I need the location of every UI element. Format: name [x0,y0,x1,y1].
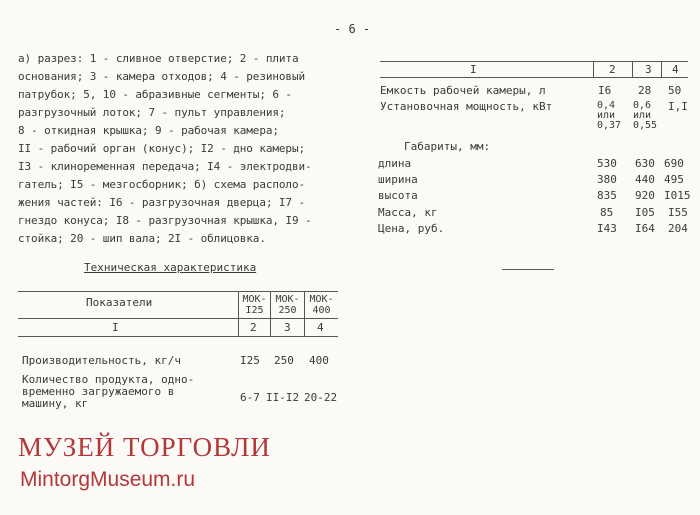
row-label: Установочная мощность, кВт [380,100,553,113]
column-number: 4 [317,321,324,334]
row-value: I25 [240,354,260,367]
row-label: Цена, руб. [378,222,445,235]
row-value: 0,4 или 0,37 [597,100,622,131]
table-rule [18,336,338,337]
row-value: I6 [598,84,612,97]
legend-line: а) разрез: 1 - сливное отверстие; 2 - плита [18,52,299,65]
row-value: 440 [635,173,655,186]
row-value: 920 [635,189,655,202]
row-value: 85 [600,206,614,219]
table-rule [380,77,688,78]
row-value: I015 [664,189,691,202]
column-number: 3 [645,63,652,76]
row-value: I55 [668,206,688,219]
row-label: Масса, кг [378,206,438,219]
table-rule [593,61,594,77]
row-label: машину, кг [22,397,89,410]
model-header: МОК- I25 [242,294,267,316]
model-header: МОК- 250 [275,294,300,316]
row-value: 380 [597,173,617,186]
legend-line: жения частей: I6 - разгрузочная дверца; I7 - [18,196,305,209]
row-label: ширина [378,173,418,186]
column-header-indicators: Показатели [86,296,153,309]
legend-line: основания; 3 - камера отходов; 4 - резиновый [18,70,305,83]
row-label: Емкость рабочей камеры, л [380,84,546,97]
legend-line: стойка; 20 - шип вала; 2I - облицовка. [18,232,266,245]
column-number: I [112,321,119,334]
row-label: длина [378,157,412,170]
page-number: - 6 - [334,22,371,36]
table-rule [661,61,662,77]
table-rule [632,61,633,77]
row-value: 250 [274,354,294,367]
table-rule [18,318,338,319]
row-value: I05 [635,206,655,219]
row-value: 530 [597,157,617,170]
table-rule [380,61,688,62]
row-value: I64 [635,222,655,235]
row-value: 495 [664,173,684,186]
row-value: II-I2 [266,391,300,404]
museum-watermark-title: МУЗЕЙ ТОРГОВЛИ [18,432,271,462]
row-value: 50 [668,84,682,97]
table-rule [18,291,338,292]
tech-spec-title: Техническая характеристика [84,261,257,274]
end-rule [502,269,554,270]
legend-line: I3 - клиноременная передача; I4 - электродви- [18,160,312,173]
legend-line: гатель; I5 - мезгосборник; б) схема располо- [18,178,305,191]
column-number: 2 [250,321,257,334]
legend-line: гнездо конуса; I8 - разгрузочная крышка, I9 - [18,214,312,227]
dimensions-heading: Габариты, мм: [404,140,491,153]
column-number: 4 [672,63,679,76]
row-value: 6-7 [240,391,260,404]
row-value: I,I [668,100,688,113]
row-value: 400 [309,354,329,367]
row-label: высота [378,189,418,202]
row-value: 835 [597,189,617,202]
column-number: I [470,63,477,76]
legend-line: II - рабочий орган (конус); I2 - дно камеры; [18,142,305,155]
row-label: Количество продукта, одно- [22,373,195,386]
row-value: 630 [635,157,655,170]
row-value: I43 [597,222,617,235]
column-number: 2 [609,63,616,76]
model-header: МОК- 400 [309,294,334,316]
row-value: 28 [638,84,652,97]
row-value: 0,6 или 0,55 [633,100,658,131]
row-value: 20-22 [304,391,338,404]
row-value: 204 [668,222,688,235]
legend-line: разгрузочный лоток; 7 - пульт управления; [18,106,286,119]
museum-watermark-url: MintorgMuseum.ru [20,468,196,491]
legend-line: 8 - откидная крышка; 9 - рабочая камера; [18,124,279,137]
row-label: Производительность, кг/ч [22,354,181,367]
column-number: 3 [284,321,291,334]
row-label: временно загружаемого в [22,385,175,398]
legend-line: патрубок; 5, 10 - абразивные сегменты; 6 - [18,88,292,101]
row-value: 690 [664,157,684,170]
